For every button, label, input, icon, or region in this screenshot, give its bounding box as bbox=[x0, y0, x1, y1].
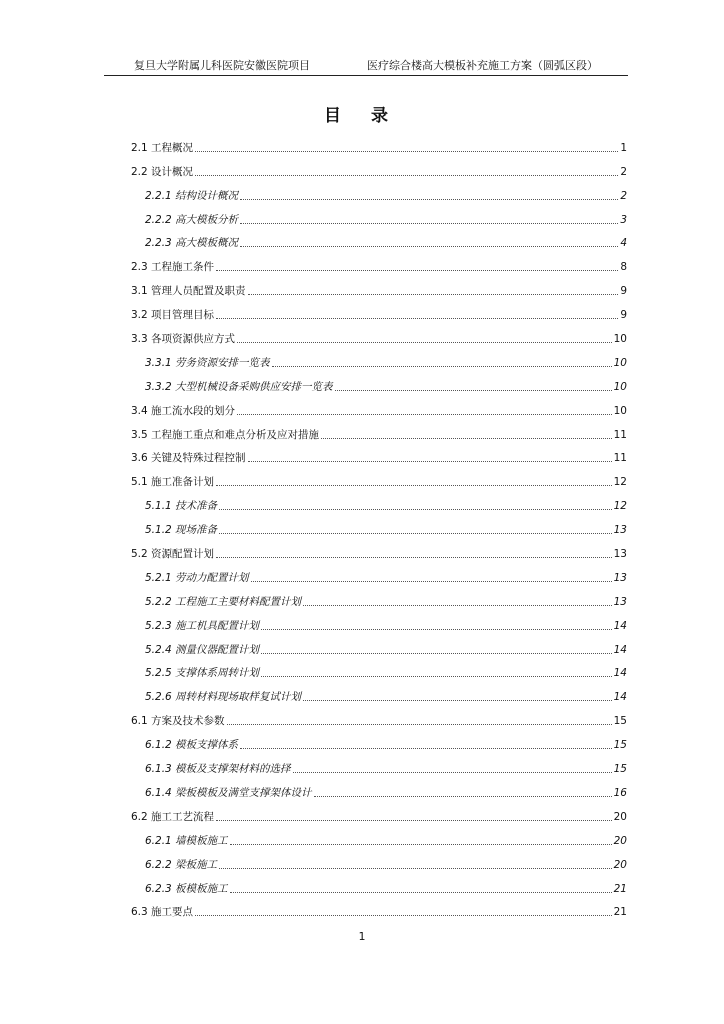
toc-subentry[interactable] bbox=[131, 776, 627, 800]
toc-entry-page: 14 bbox=[613, 691, 627, 704]
dot-leader bbox=[216, 318, 618, 319]
toc-subentry[interactable] bbox=[131, 585, 627, 609]
header-project-name: 复旦大学附属儿科医院安徽医院项目 bbox=[134, 59, 310, 72]
toc-entry-label[interactable]: 2.2.3 高大模板概况 bbox=[145, 237, 239, 250]
dot-leader bbox=[216, 557, 612, 558]
dot-leader bbox=[216, 820, 612, 821]
toc-subentry[interactable] bbox=[131, 657, 627, 681]
toc-entry-page: 20 bbox=[613, 858, 627, 871]
toc-entry-page: 15 bbox=[613, 739, 627, 752]
toc-entry-label[interactable]: 5.1 施工准备计划 bbox=[131, 476, 215, 489]
toc-entry[interactable] bbox=[131, 131, 627, 155]
toc-entry-label[interactable]: 5.2.3 施工机具配置计划 bbox=[145, 619, 260, 632]
toc-entry[interactable] bbox=[131, 896, 627, 920]
toc-subentry[interactable] bbox=[131, 872, 627, 896]
dot-leader bbox=[240, 199, 618, 200]
toc-entry-label[interactable]: 3.5 工程施工重点和难点分析及应对措施 bbox=[131, 428, 320, 441]
toc-entry-page: 13 bbox=[613, 548, 627, 561]
toc-entry-page: 1 bbox=[620, 141, 627, 154]
dot-leader bbox=[240, 748, 612, 749]
toc-entry-page: 2 bbox=[620, 165, 627, 178]
toc-entry-page: 9 bbox=[620, 285, 627, 298]
toc-entry-label[interactable]: 2.2 设计概况 bbox=[131, 165, 194, 178]
dot-leader bbox=[227, 724, 612, 725]
dot-leader bbox=[272, 366, 612, 367]
toc-entry-label[interactable]: 3.3.2 大型机械设备采购供应安排一览表 bbox=[145, 380, 333, 393]
toc-entry-label[interactable]: 5.2.6 周转材料现场取样复试计划 bbox=[145, 691, 302, 704]
toc-entry-page: 14 bbox=[613, 619, 627, 632]
toc-entry-page: 13 bbox=[613, 571, 627, 584]
toc-entry[interactable] bbox=[131, 298, 627, 322]
toc-entry-page: 13 bbox=[613, 524, 627, 537]
toc-subentry[interactable] bbox=[131, 370, 627, 394]
toc-entry-label[interactable]: 6.2 施工工艺流程 bbox=[131, 810, 215, 823]
dot-leader bbox=[216, 485, 612, 486]
toc-entry-page: 14 bbox=[613, 667, 627, 680]
toc-entry-label[interactable]: 6.1.3 模板及支撑架材料的选择 bbox=[145, 763, 291, 776]
toc-entry-label[interactable]: 2.1 工程概况 bbox=[131, 141, 194, 154]
toc-entry-page: 12 bbox=[613, 476, 627, 489]
dot-leader bbox=[219, 509, 612, 510]
page-header bbox=[104, 57, 628, 76]
toc-entry[interactable] bbox=[131, 465, 627, 489]
toc-entry-label[interactable]: 2.2.1 结构设计概况 bbox=[145, 189, 239, 202]
toc-entry-page: 10 bbox=[613, 380, 627, 393]
toc-entry-page: 8 bbox=[620, 261, 627, 274]
toc-subentry[interactable] bbox=[131, 824, 627, 848]
toc-entry-label[interactable]: 6.1.4 梁板模板及满堂支撑架体设计 bbox=[145, 786, 312, 799]
toc-subentry[interactable] bbox=[131, 346, 627, 370]
toc-entry[interactable] bbox=[131, 322, 627, 346]
dot-leader bbox=[230, 844, 612, 845]
toc-subentry[interactable] bbox=[131, 728, 627, 752]
dot-leader bbox=[230, 892, 612, 893]
dot-leader bbox=[248, 294, 619, 295]
toc-entry[interactable] bbox=[131, 537, 627, 561]
toc-entry-label[interactable]: 6.3 施工要点 bbox=[131, 906, 194, 919]
toc-entry-label[interactable]: 5.2.4 测量仪器配置计划 bbox=[145, 643, 260, 656]
toc-entry-label[interactable]: 3.2 项目管理目标 bbox=[131, 309, 215, 322]
toc-subentry[interactable] bbox=[131, 513, 627, 537]
toc-entry-page: 20 bbox=[613, 810, 627, 823]
dot-leader bbox=[195, 915, 612, 916]
toc-entry-page: 21 bbox=[613, 906, 627, 919]
dot-leader bbox=[219, 868, 612, 869]
toc-subentry[interactable] bbox=[131, 633, 627, 657]
dot-leader bbox=[240, 223, 618, 224]
header-document-title: 医疗综合楼高大模板补充施工方案（圆弧区段） bbox=[367, 59, 598, 72]
toc-entry-label[interactable]: 3.3.1 劳务资源安排一览表 bbox=[145, 356, 270, 369]
toc-subentry[interactable] bbox=[131, 680, 627, 704]
toc-entry-page: 15 bbox=[613, 715, 627, 728]
toc-subentry[interactable] bbox=[131, 609, 627, 633]
toc-entry-label[interactable]: 3.6 关键及特殊过程控制 bbox=[131, 452, 246, 465]
dot-leader bbox=[261, 629, 612, 630]
toc-entry-label[interactable]: 5.2.5 支撑体系周转计划 bbox=[145, 667, 260, 680]
dot-leader bbox=[261, 653, 612, 654]
toc-entry-label[interactable]: 6.1.2 模板支撑体系 bbox=[145, 739, 239, 752]
toc-entry-label[interactable]: 5.1.2 现场准备 bbox=[145, 524, 218, 537]
toc-subentry[interactable] bbox=[131, 179, 627, 203]
toc-entry-page: 15 bbox=[613, 763, 627, 776]
toc-entry-label[interactable]: 3.4 施工流水段的划分 bbox=[131, 404, 236, 417]
toc-entry-page: 9 bbox=[620, 309, 627, 322]
toc-entry-label[interactable]: 6.2.2 梁板施工 bbox=[145, 858, 218, 871]
dot-leader bbox=[237, 414, 612, 415]
dot-leader bbox=[216, 270, 618, 271]
toc-entry-page: 3 bbox=[620, 213, 627, 226]
toc-entry[interactable] bbox=[131, 800, 627, 824]
toc-subentry[interactable] bbox=[131, 848, 627, 872]
dot-leader bbox=[303, 605, 612, 606]
toc-entry-label[interactable]: 5.2.1 劳动力配置计划 bbox=[145, 571, 249, 584]
toc-entry-label[interactable]: 2.2.2 高大模板分析 bbox=[145, 213, 239, 226]
toc-entry-label[interactable]: 3.3 各项资源供应方式 bbox=[131, 333, 236, 346]
toc-entry-page: 20 bbox=[613, 834, 627, 847]
toc-subentry[interactable] bbox=[131, 489, 627, 513]
toc-subentry[interactable] bbox=[131, 227, 627, 251]
toc-subentry[interactable] bbox=[131, 203, 627, 227]
dot-leader bbox=[293, 772, 612, 773]
toc-entry-page: 12 bbox=[613, 500, 627, 513]
toc-entry-label[interactable]: 3.1 管理人员配置及职责 bbox=[131, 285, 246, 298]
toc-entry-label[interactable]: 2.3 工程施工条件 bbox=[131, 261, 215, 274]
toc-entry-page: 10 bbox=[613, 333, 627, 346]
toc-entry[interactable] bbox=[131, 250, 627, 274]
toc-entry-page: 4 bbox=[620, 237, 627, 250]
toc-entry-page: 10 bbox=[613, 404, 627, 417]
toc-entry-page: 21 bbox=[613, 882, 627, 895]
toc-title: 目 录 bbox=[324, 106, 400, 126]
table-of-contents bbox=[131, 131, 627, 919]
toc-entry[interactable] bbox=[131, 394, 627, 418]
dot-leader bbox=[303, 700, 612, 701]
dot-leader bbox=[195, 151, 618, 152]
dot-leader bbox=[240, 246, 618, 247]
dot-leader bbox=[219, 533, 612, 534]
toc-entry[interactable] bbox=[131, 274, 627, 298]
toc-entry-page: 10 bbox=[613, 356, 627, 369]
toc-subentry[interactable] bbox=[131, 752, 627, 776]
toc-entry-page: 13 bbox=[613, 595, 627, 608]
toc-entry-label[interactable]: 5.2 资源配置计划 bbox=[131, 548, 215, 561]
toc-entry-page: 14 bbox=[613, 643, 627, 656]
toc-entry[interactable] bbox=[131, 418, 627, 442]
toc-entry[interactable] bbox=[131, 155, 627, 179]
dot-leader bbox=[335, 390, 612, 391]
dot-leader bbox=[314, 796, 612, 797]
toc-entry-page: 2 bbox=[620, 189, 627, 202]
toc-entry-page: 11 bbox=[613, 452, 627, 465]
dot-leader bbox=[237, 342, 612, 343]
toc-entry-label[interactable]: 6.2.1 墙模板施工 bbox=[145, 834, 228, 847]
toc-entry[interactable] bbox=[131, 442, 627, 466]
toc-entry-page: 16 bbox=[613, 786, 627, 799]
dot-leader bbox=[248, 461, 612, 462]
dot-leader bbox=[261, 676, 612, 677]
toc-entry-page: 11 bbox=[613, 428, 627, 441]
toc-entry-label[interactable]: 6.2.3 板模板施工 bbox=[145, 882, 228, 895]
dot-leader bbox=[321, 438, 612, 439]
toc-entry-label[interactable]: 5.2.2 工程施工主要材料配置计划 bbox=[145, 595, 302, 608]
page-number: 1 bbox=[358, 930, 366, 943]
toc-entry-label[interactable]: 6.1 方案及技术参数 bbox=[131, 715, 225, 728]
toc-subentry[interactable] bbox=[131, 561, 627, 585]
toc-entry[interactable] bbox=[131, 704, 627, 728]
toc-entry-label[interactable]: 5.1.1 技术准备 bbox=[145, 500, 218, 513]
dot-leader bbox=[251, 581, 612, 582]
dot-leader bbox=[195, 175, 618, 176]
